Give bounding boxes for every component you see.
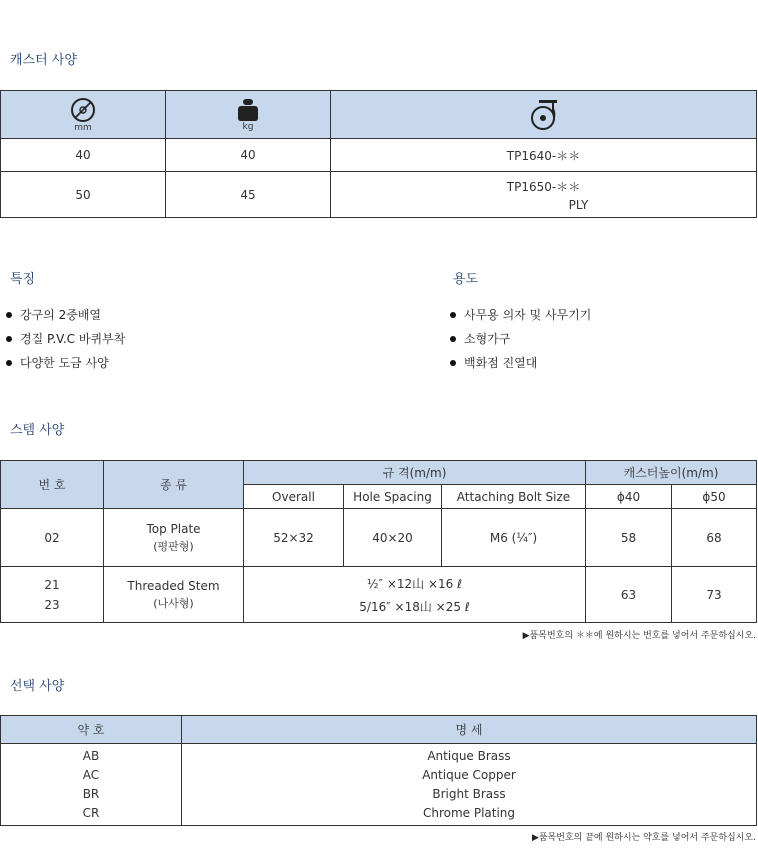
caster-table (0, 90, 757, 218)
bullet-icon (6, 312, 12, 318)
option-code: CR (82, 805, 100, 820)
options-section-title: 선택 사양 (10, 679, 65, 694)
model-header (331, 91, 757, 139)
stem-header-h50: ϕ50 (672, 485, 757, 509)
options-codes (1, 744, 182, 826)
options-table (0, 715, 757, 826)
options-descs (182, 744, 757, 826)
list-item: 경질 P.V.C 바퀴부착 (0, 327, 125, 351)
diameter-header (1, 91, 166, 139)
stem-row-hole: 40×20 (344, 509, 442, 567)
stem-row-thread: ½″ ×12山 ×16 ℓ 5/16″ ×18山 ×25 ℓ (244, 567, 586, 623)
stem-table (0, 460, 757, 623)
caster-row-load: 40 (166, 139, 331, 172)
stem-header-bolt: Attaching Bolt Size (442, 485, 586, 509)
stem-header-no: 번 호 (1, 461, 104, 509)
bullet-icon (450, 312, 456, 318)
caster-section-title: 캐스터 사양 (10, 53, 77, 68)
diameter-unit: mm (74, 122, 92, 133)
diameter-icon (68, 97, 98, 123)
stem-header-type: 종 류 (104, 461, 244, 509)
option-desc: Antique Brass (427, 748, 511, 763)
weight-icon (237, 98, 259, 122)
stem-row-bolt: M6 (¼″) (442, 509, 586, 567)
stem-row-h50: 73 (672, 567, 757, 623)
list-item: 강구의 2중배열 (0, 303, 125, 327)
bullet-icon (6, 360, 12, 366)
stem-header-h40: ϕ40 (586, 485, 672, 509)
caster-row-model: TP1650-＊＊ PLY (331, 172, 757, 218)
features-list (0, 303, 125, 375)
stem-row-h40: 58 (586, 509, 672, 567)
option-code: AC (82, 767, 100, 782)
option-code: BR (82, 786, 100, 801)
stem-header-overall: Overall (244, 485, 344, 509)
list-item: 백화점 진열대 (444, 351, 591, 375)
bullet-icon (450, 360, 456, 366)
option-desc: Chrome Plating (422, 805, 516, 820)
uses-title: 용도 (453, 272, 479, 287)
stem-row-type: Top Plate (평판형) (104, 509, 244, 567)
options-note: ▶품목번호의 끝에 원하시는 약호를 넣어서 주문하십시오. (531, 833, 756, 843)
list-item: 다양한 도금 사양 (0, 351, 125, 375)
options-header-code: 약 호 (1, 716, 182, 744)
load-unit: kg (242, 121, 254, 132)
stem-row-overall: 52×32 (244, 509, 344, 567)
caster-wheel-icon (529, 98, 559, 132)
caster-row-diameter: 40 (1, 139, 166, 172)
stem-row-type: Threaded Stem (나사형) (104, 567, 244, 623)
features-title: 특징 (10, 272, 36, 287)
stem-note: ▶품목번호의 ＊＊에 원하시는 번호를 넣어서 주문하십시오. (522, 631, 756, 641)
stem-row-no: 21 23 (1, 567, 104, 623)
stem-row-no: 02 (1, 509, 104, 567)
bullet-icon (6, 336, 12, 342)
load-header (166, 91, 331, 139)
stem-header-hole: Hole Spacing (344, 485, 442, 509)
stem-row-h50: 68 (672, 509, 757, 567)
caster-row-model: TP1640-＊＊ (331, 139, 757, 172)
options-header-desc: 명 세 (182, 716, 757, 744)
caster-row-load: 45 (166, 172, 331, 218)
list-item: 소형가구 (444, 327, 591, 351)
uses-list (444, 303, 591, 375)
option-desc: Bright Brass (432, 786, 506, 801)
option-code: AB (82, 748, 100, 763)
stem-section-title: 스템 사양 (10, 423, 65, 438)
option-desc: Antique Copper (422, 767, 516, 782)
bullet-icon (450, 336, 456, 342)
caster-row-diameter: 50 (1, 172, 166, 218)
list-item: 사무용 의자 및 사무기기 (444, 303, 591, 327)
stem-row-h40: 63 (586, 567, 672, 623)
stem-header-spec: 규 격(m/m) (244, 461, 586, 485)
stem-header-height: 캐스터높이(m/m) (586, 461, 757, 485)
